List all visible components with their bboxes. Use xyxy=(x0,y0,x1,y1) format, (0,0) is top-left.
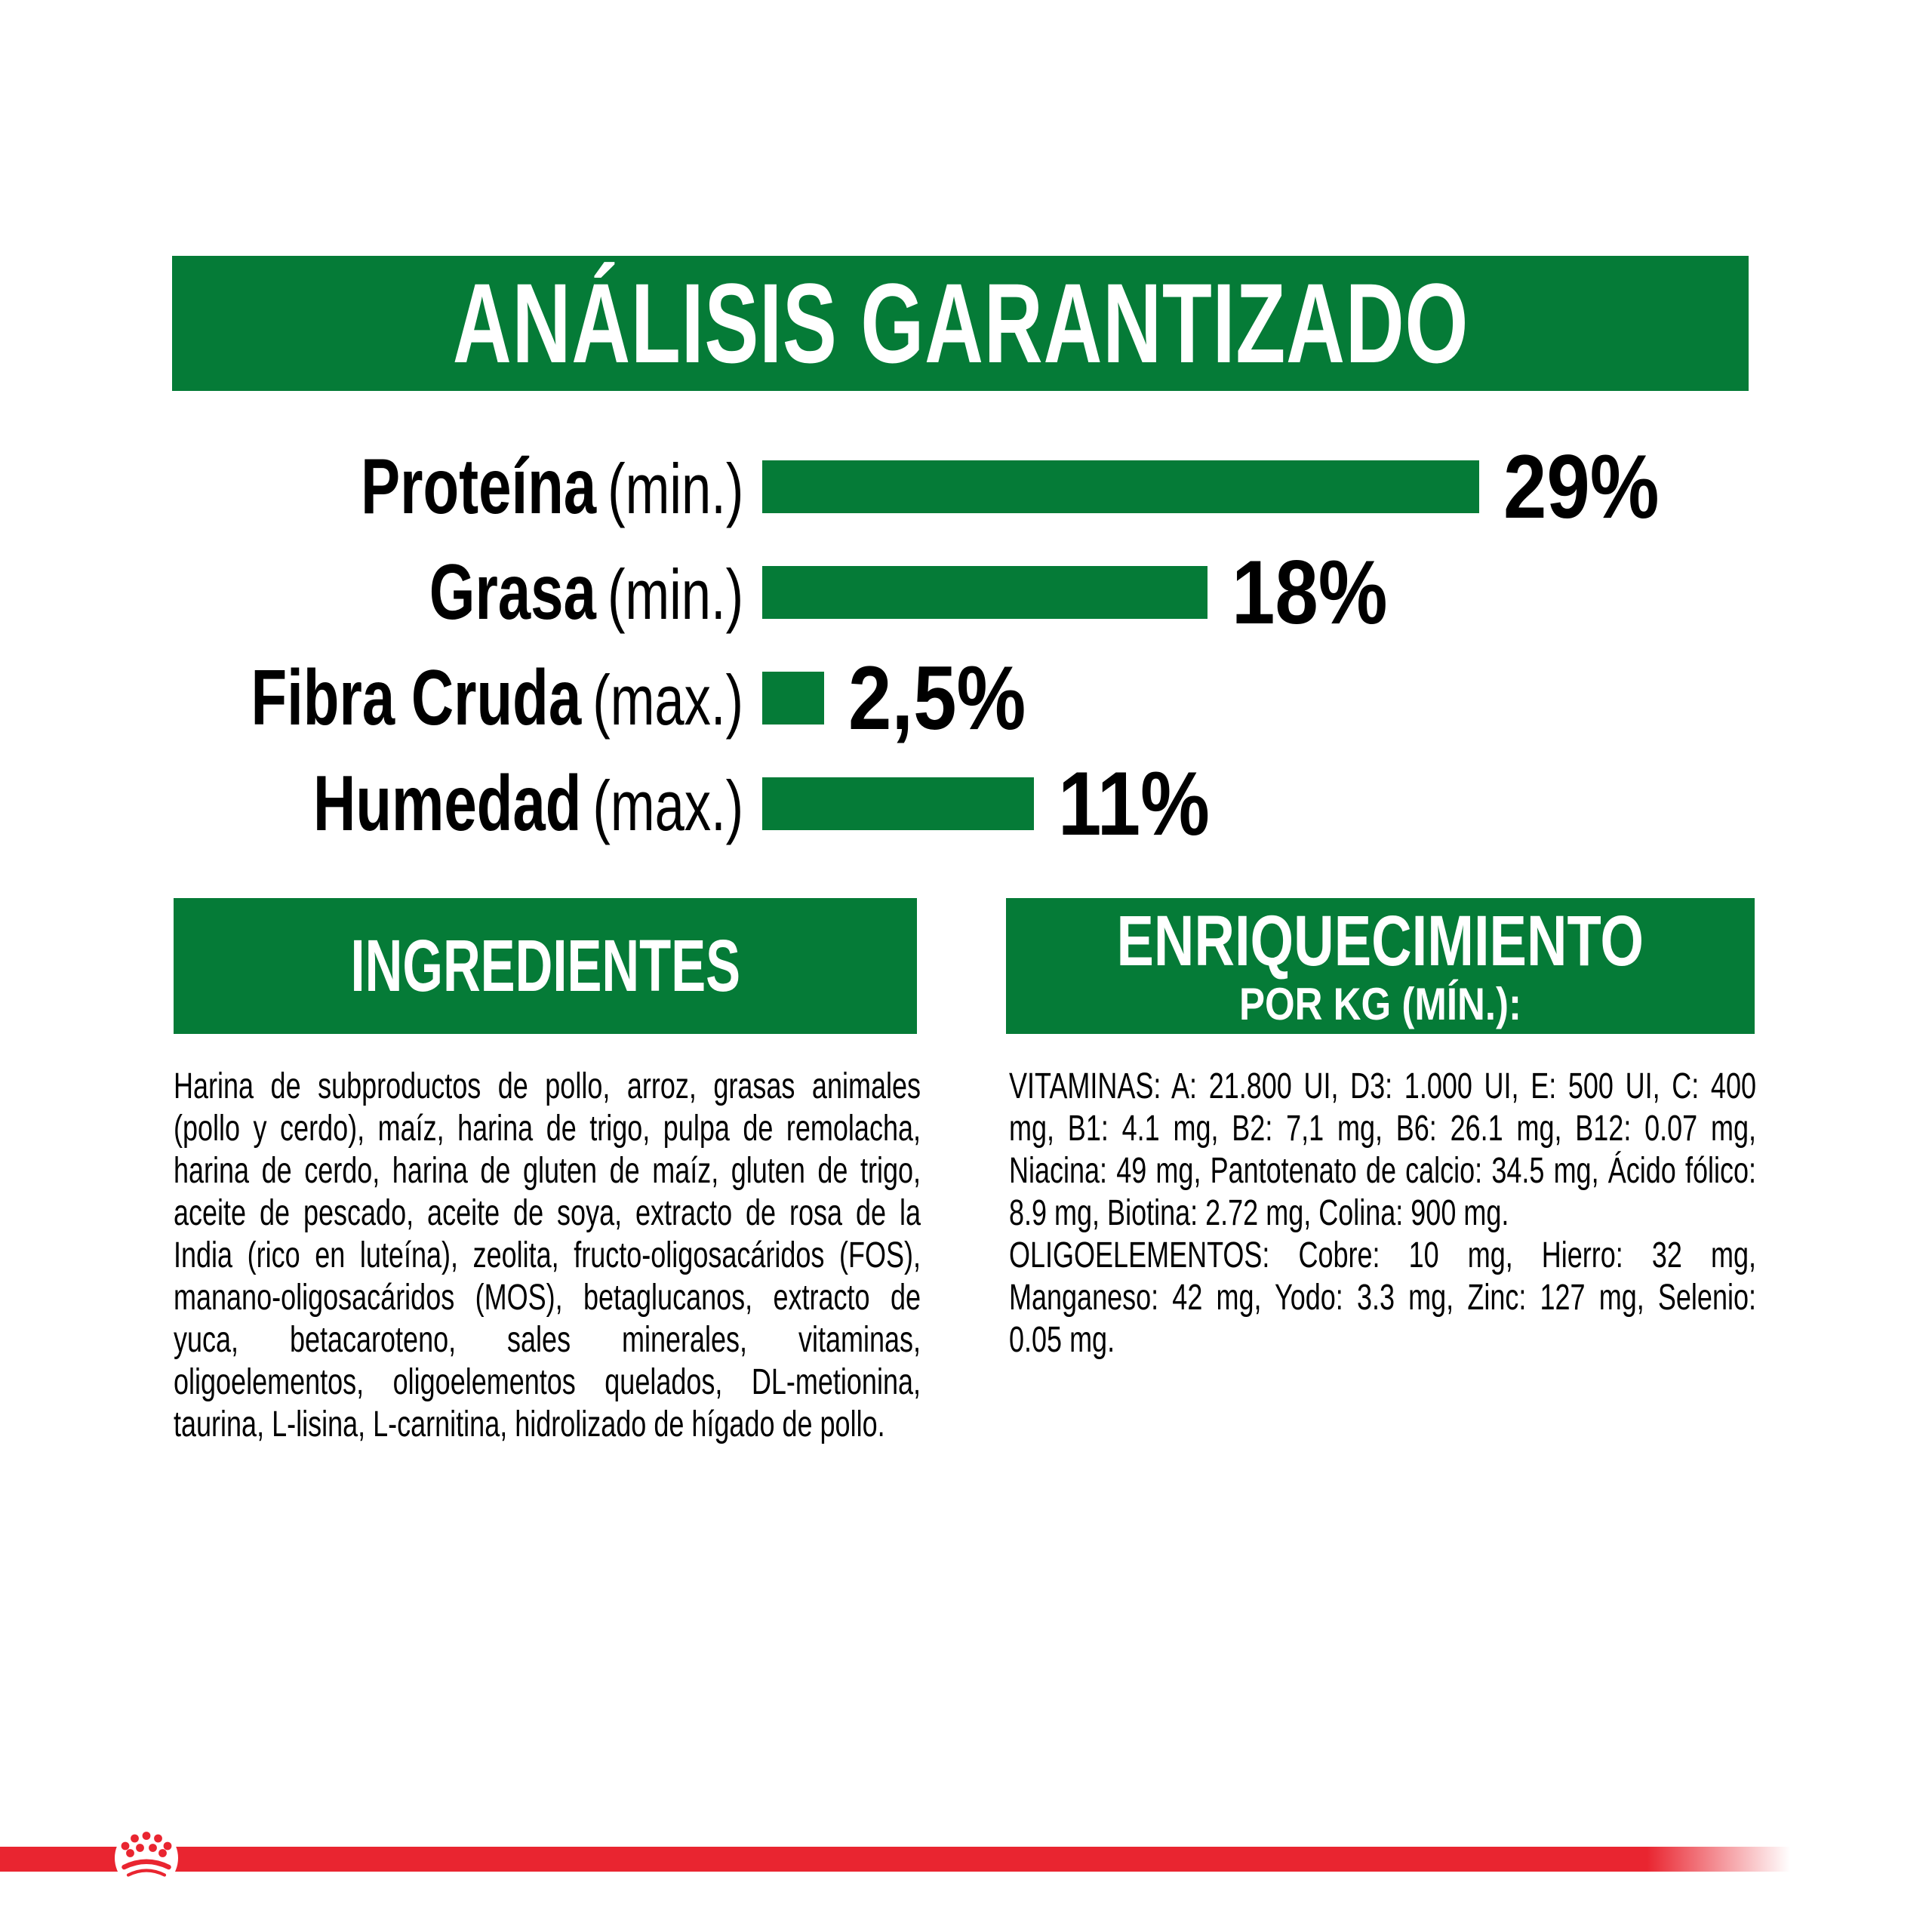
nutrient-name: Proteína xyxy=(360,442,596,531)
nutrient-name: Humedad xyxy=(312,759,582,848)
chart-row xyxy=(0,648,1932,749)
nutrient-label xyxy=(0,654,743,742)
nutrient-label xyxy=(0,759,743,848)
nutrient-name: Fibra Cruda xyxy=(251,654,582,742)
bar xyxy=(762,672,824,724)
bar-value: 29% xyxy=(1503,436,1660,537)
nutrient-qualifier: (min.) xyxy=(607,554,743,634)
chart-row xyxy=(0,753,1932,854)
royal-canin-crown-icon xyxy=(112,1824,180,1892)
bar-value: 2,5% xyxy=(848,648,1026,749)
enrichment-banner xyxy=(1006,898,1755,1034)
guaranteed-analysis-banner xyxy=(172,256,1749,391)
nutrient-label xyxy=(0,442,743,531)
enrichment-heading: ENRIQUECIMIENTO xyxy=(1116,900,1644,981)
ingredients-text xyxy=(174,1066,921,1446)
ingredients-banner xyxy=(174,898,917,1034)
guaranteed-analysis-title: ANÁLISIS GARANTIZADO xyxy=(452,260,1469,386)
nutrient-label xyxy=(0,548,743,636)
nutrient-name: Grasa xyxy=(429,548,596,636)
trace-elements-paragraph: OLIGOELEMENTOS: Cobre: 10 mg, Hierro: 32 mg, Manganeso: 42 mg, Yodo: 3.3 mg, Zinc: 127 mg, Selenio: 0.05 mg. xyxy=(1009,1235,1756,1360)
ingredients-heading: INGREDIENTES xyxy=(350,924,740,1007)
bar-value: 18% xyxy=(1232,542,1388,643)
vitamins-paragraph: VITAMINAS: A: 21.800 UI, D3: 1.000 UI, E: 500 UI, C: 400 mg, B1: 4.1 mg, B2: 7,1 mg, B6: 26.1 mg, B12: 0.07 mg, Niacina: 49 mg, Pantotenato de calcio: 34.5 mg, Ácido fólico: 8.9 mg, Biotina: 2.72 mg, Colina: 900 mg. xyxy=(1009,1066,1756,1233)
bar xyxy=(762,566,1208,619)
brand-stripe xyxy=(0,1847,1790,1872)
chart-row xyxy=(0,436,1932,537)
enrichment-subheading: POR KG (MÍN.): xyxy=(1239,978,1521,1029)
bar xyxy=(762,777,1034,830)
nutrient-qualifier: (max.) xyxy=(592,765,743,845)
bar xyxy=(762,460,1479,513)
ingredients-paragraph: Harina de subproductos de pollo, arroz, grasas animales (pollo y cerdo), maíz, harina de trigo, pulpa de remolacha, harina de cerdo, harina de gluten de maíz, gluten de trigo, aceite de pescado, aceite de soya, extracto de rosa de la India (rico en luteína), zeolita, fructo-oligosacáridos (FOS), manano-oligosacáridos (MOS), betaglucanos, extracto de yuca, betacaroteno, sales minerales, vitaminas, oligoelementos, oligoelementos quelados, DL-metionina, taurina, L-lisina, L-carnitina, hidrolizado de hígado de pollo. xyxy=(174,1066,921,1444)
enrichment-text xyxy=(1009,1066,1756,1361)
chart-row xyxy=(0,542,1932,643)
nutrient-qualifier: (max.) xyxy=(592,660,743,740)
bar-value: 11% xyxy=(1058,753,1210,854)
nutrient-qualifier: (min.) xyxy=(607,448,743,528)
